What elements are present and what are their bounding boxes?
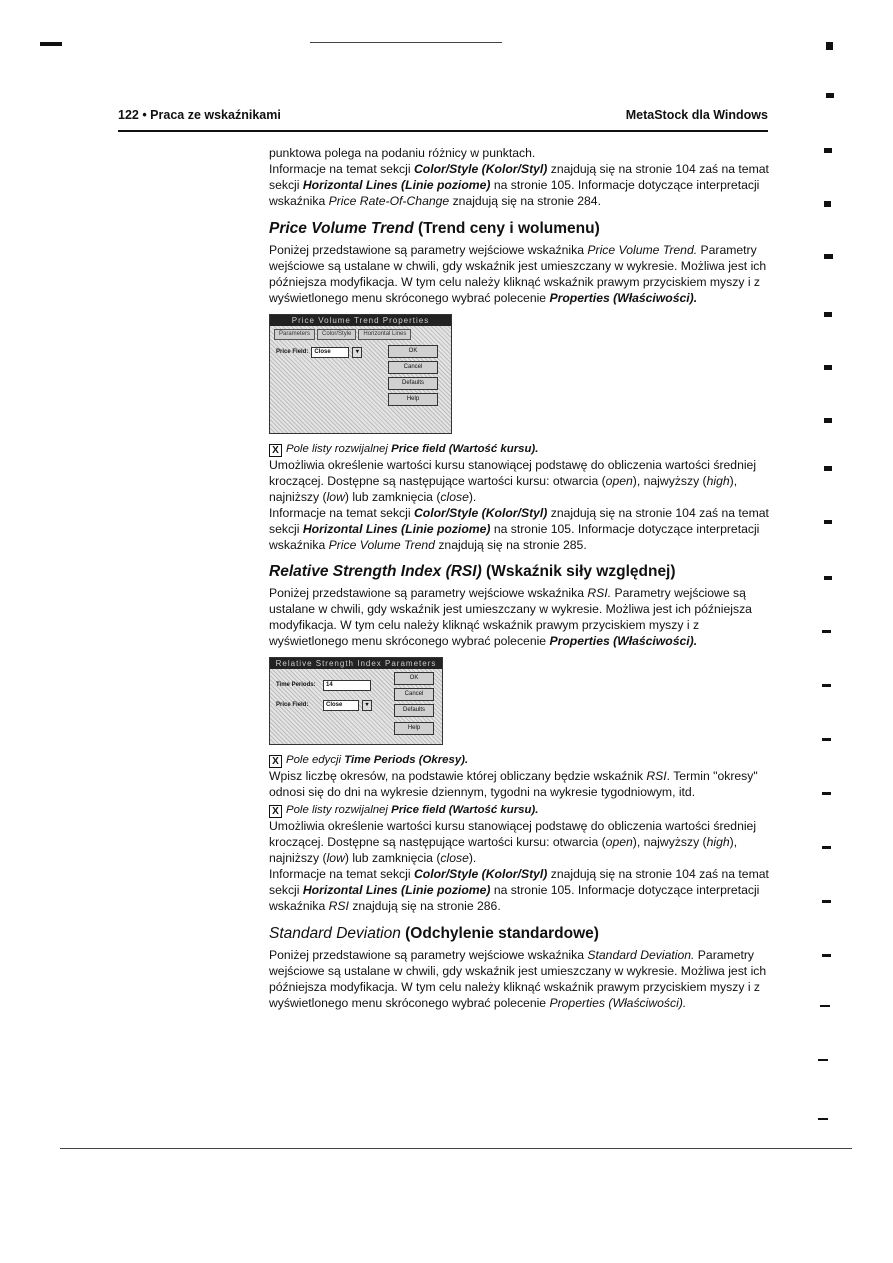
text: low <box>326 490 345 504</box>
header-left: 122 • Praca ze wskaźnikami <box>118 108 281 122</box>
text: close <box>440 851 469 865</box>
header-rule <box>118 130 768 132</box>
text: Parametry wejściowe są ustalane w chwili, gdy wskaźnik jest umieszczany w wykresie. Możliwa jest ich późniejsza modyfikacja. W tym celu należy kliknąć wskaźnik prawym przyciskiem myszy i z wyświetlonego menu skróconego wybrać polecenie <box>269 243 767 305</box>
text: Pole listy rozwijalnej <box>286 804 392 816</box>
text: Umożliwia określenie wartości kursu stanowiącej podstawę do obliczenia wartości średniej kroczącej. Dostępne są następujące wartości kursu: otwarcia ( <box>269 458 757 488</box>
text: na stronie 105. Informacje dotyczące interpretacji wskaźnika <box>269 522 760 552</box>
section-title-sd <box>269 924 769 944</box>
text: na stronie 105. Informacje dotyczące interpretacji wskaźnika <box>269 178 760 208</box>
text: Poniżej przedstawione są parametry wejściowe wskaźnika <box>269 243 588 257</box>
tab-horizontal-lines[interactable]: Horizontal Lines <box>358 329 411 340</box>
tab-color-style[interactable]: Color/Style <box>317 329 356 340</box>
pvt-paragraph <box>269 242 769 306</box>
text: Parametry wejściowe są ustalane w chwili, gdy wskaźnik jest umieszczany w wykresie. Możliwa jest ich późniejsza modyfikacja. W tym celu należy kliknąć wskaźnik prawym przyciskiem myszy i z wyświetlonego menu skróconego wybrać polecenie <box>269 586 752 648</box>
intro-paragraph <box>269 145 769 209</box>
tab-parameters[interactable]: Parameters <box>274 329 315 340</box>
help-button[interactable]: Help <box>394 722 434 735</box>
text: Horizontal Lines (Linie poziome) <box>302 883 491 897</box>
pvt-caption <box>269 440 769 553</box>
text: low <box>326 851 345 865</box>
title-italic: Standard Deviation <box>269 925 401 942</box>
ok-button[interactable]: OK <box>394 672 434 685</box>
text: Price Volume Trend <box>328 538 435 552</box>
text: Wpisz liczbę okresów, na podstawie której obliczany będzie wskaźnik <box>269 769 647 783</box>
text: znajdują się na stronie 285. <box>434 538 587 552</box>
rsi-paragraph <box>269 585 769 649</box>
text: ) lub zamknięcia ( <box>344 490 441 504</box>
defaults-button[interactable]: Defaults <box>388 377 438 390</box>
text: ), najwyższy ( <box>632 835 707 849</box>
cancel-button[interactable]: Cancel <box>388 361 438 374</box>
text: RSI. <box>587 586 612 600</box>
text: Standard Deviation. <box>587 948 695 962</box>
text: Properties (Właściwości). <box>549 996 687 1010</box>
text: Informacje na temat sekcji <box>269 867 414 881</box>
text: RSI <box>646 769 667 783</box>
text: open <box>605 474 633 488</box>
text: Poniżej przedstawione są parametry wejściowe wskaźnika <box>269 948 588 962</box>
page-content <box>269 145 769 1011</box>
title-italic: Price Volume Trend <box>269 220 414 237</box>
text: RSI <box>328 899 349 913</box>
text: Informacje na temat sekcji <box>269 506 414 520</box>
rsi-caption-1 <box>269 751 769 800</box>
text: Price Volume Trend. <box>587 243 698 257</box>
text: Price field (Wartość kursu). <box>391 443 539 455</box>
dialog-title: Relative Strength Index Parameters <box>270 658 442 669</box>
help-button[interactable]: Help <box>388 393 438 406</box>
text: Color/Style (Kolor/Styl) <box>413 867 548 881</box>
section-title-pvt <box>269 219 769 239</box>
text: ), najwyższy ( <box>632 474 707 488</box>
text: znajdują się na stronie 104 zaś na temat sekcji <box>269 867 769 897</box>
text: high <box>706 474 730 488</box>
checkbox-icon: X <box>269 444 282 457</box>
text: znajdują się na stronie 104 zaś na temat sekcji <box>269 162 769 192</box>
rsi-dialog <box>269 657 443 745</box>
text: ). <box>468 851 477 865</box>
time-periods-label: Time Periods: <box>276 682 316 688</box>
sd-paragraph <box>269 947 769 1011</box>
text: ), najniższy ( <box>269 835 738 865</box>
text: na stronie 105. Informacje dotyczące interpretacji wskaźnika <box>269 883 760 913</box>
intro-line1: punktowa polega na podaniu różnicy w punktach. <box>269 146 536 160</box>
text: znajdują się na stronie 284. <box>449 194 601 208</box>
header-right: MetaStock dla Windows <box>625 108 768 122</box>
text: znajdują się na stronie 286. <box>348 899 501 913</box>
text: open <box>605 835 633 849</box>
ok-button[interactable]: OK <box>388 345 438 358</box>
text: Color/Style (Kolor/Styl) <box>413 162 548 176</box>
title-rest: (Odchylenie standardowe) <box>400 925 599 942</box>
scan-mark <box>40 42 62 46</box>
text: Horizontal Lines (Linie poziome) <box>302 178 491 192</box>
text: Horizontal Lines (Linie poziome) <box>302 522 491 536</box>
text: Properties (Właściwości). <box>549 291 698 305</box>
text: ). <box>468 490 477 504</box>
text: Time Periods (Okresy). <box>344 754 469 766</box>
price-field-select[interactable]: Close <box>311 347 349 358</box>
price-field-label: Price Field: <box>276 702 309 708</box>
text: Color/Style (Kolor/Styl) <box>413 506 548 520</box>
section-title-rsi <box>269 562 769 582</box>
text: Parametry wejściowe są ustalane w chwili, gdy wskaźnik jest umieszczany w wykresie. Możliwa jest ich późniejsza modyfikacja. W tym celu należy kliknąć wskaźnik prawym przyciskiem myszy i z wyświetlonego menu skróconego wybrać polecenie <box>269 948 767 1010</box>
text: Properties (Właściwości). <box>549 634 698 648</box>
defaults-button[interactable]: Defaults <box>394 704 434 717</box>
price-field-label: Price Field: <box>276 349 309 355</box>
footer-rule <box>60 1148 852 1149</box>
text: . Termin "okresy" odnosi się do dni na wykresie dziennym, tygodni na wykresie tygodniowym, itd. <box>269 769 758 799</box>
title-italic: Relative Strength Index (RSI) <box>269 563 482 580</box>
text: ), najniższy ( <box>269 474 738 504</box>
checkbox-icon: X <box>269 755 282 768</box>
title-rest: (Wskaźnik siły względnej) <box>481 563 676 580</box>
text: Poniżej przedstawione są parametry wejściowe wskaźnika <box>269 586 588 600</box>
scan-line <box>310 42 502 43</box>
text: Informacje na temat sekcji <box>269 162 414 176</box>
text: close <box>440 490 469 504</box>
text: znajdują się na stronie 104 zaś na temat sekcji <box>269 506 769 536</box>
dialog-tabs <box>270 326 451 340</box>
cancel-button[interactable]: Cancel <box>394 688 434 701</box>
text: Umożliwia określenie wartości kursu stanowiącej podstawę do obliczenia wartości średniej kroczącej. Dostępne są następujące wartości kursu: otwarcia ( <box>269 819 757 849</box>
text: Pole edycji <box>286 754 345 766</box>
checkbox-icon: X <box>269 805 282 818</box>
text: high <box>706 835 730 849</box>
price-field-select[interactable]: Close <box>323 700 359 711</box>
page-header <box>118 108 768 122</box>
dialog-title: Price Volume Trend Properties <box>270 315 451 326</box>
text: Price Rate-Of-Change <box>328 194 450 208</box>
pvt-dialog <box>269 314 452 434</box>
text: ) lub zamknięcia ( <box>344 851 441 865</box>
chevron-down-icon[interactable]: ▾ <box>352 347 362 358</box>
chevron-down-icon[interactable]: ▾ <box>362 700 372 711</box>
time-periods-input[interactable]: 14 <box>323 680 371 691</box>
text: Price field (Wartość kursu). <box>391 804 539 816</box>
text: Pole listy rozwijalnej <box>286 443 392 455</box>
rsi-caption-2 <box>269 801 769 914</box>
title-rest: (Trend ceny i wolumenu) <box>413 220 600 237</box>
